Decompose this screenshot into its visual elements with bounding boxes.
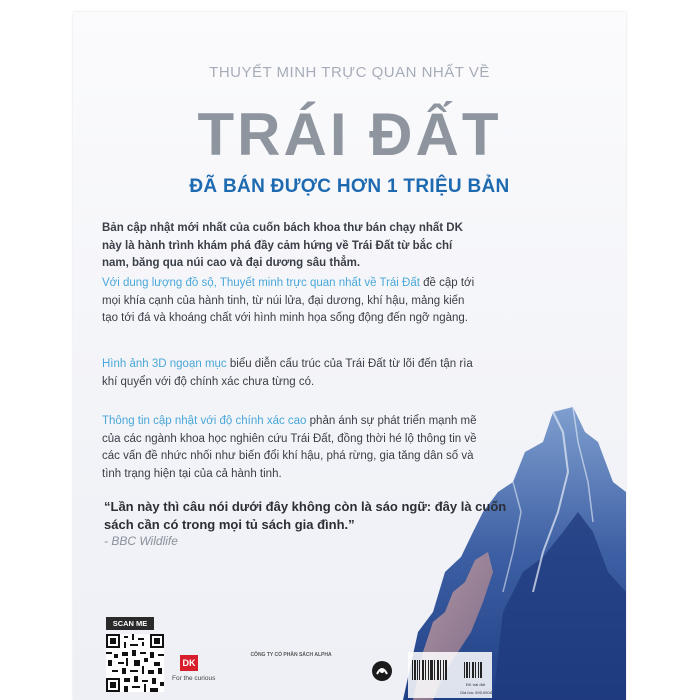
feature-highlight: Với dung lượng đồ sộ, Thuyết minh trực quan nhất về Trái Đất (102, 277, 420, 289)
scan-me-label: SCAN ME (106, 617, 154, 630)
review-quote: “Lần này thì câu nói dưới đây không còn là sáo ngữ: đây là cuốn sách cần có trong mọi tủ sách gia đình.” (104, 499, 507, 532)
feature-text: phản ánh sự phát triển mạnh mẽ của các ngành khoa học nghiên cứu Trái Đất, đồng thời hé lộ thông tin về các vấn đề nhức nhối như biến đổi khí hậu, phá rừng, gia tăng dân số và tình trạng hiện tại của cả hành tinh. (102, 415, 477, 480)
feature-paragraph-3d (102, 356, 482, 391)
publisher-name: CÔNG TY CỔ PHẦN SÁCH ALPHA (250, 652, 332, 658)
feature-highlight: Hình ảnh 3D ngoạn mục (102, 358, 227, 370)
cover-title: TRÁI ĐẤT (197, 101, 502, 168)
feature-paragraph-updates (102, 413, 482, 483)
alpha-books-logo (371, 660, 393, 682)
dk-tagline: For the curious (172, 675, 216, 682)
feature-highlight: Thông tin cập nhật với độ chính xác cao (102, 415, 307, 427)
barcode-area (408, 652, 492, 698)
dk-logo: DK (180, 655, 198, 671)
feature-text: đề cập tới mọi khía cạnh của hành tinh, từ núi lửa, đại dương, khí hậu, mảng kiến tạo tới đá và khoáng chất với hình minh họa sống động đến ngỡ ngàng. (102, 277, 475, 324)
sales-claim: ĐÃ BÁN ĐƯỢC HƠN 1 TRIỆU BẢN (189, 176, 510, 197)
qr-code[interactable] (106, 634, 164, 692)
intro-paragraph: Bản cập nhật mới nhất của cuốn bách khoa thư bán chạy nhất DK này là hành trình khám phá đầy cảm hứng về Trái Đất từ bắc chí nam, băng qua núi cao và đại dương sâu thẳm. (102, 222, 463, 269)
quote-attribution: - BBC Wildlife (104, 534, 178, 548)
feature-text: biểu diễn cấu trúc của Trái Đất từ lõi đến tận rìa khí quyển với độ chính xác chưa từng có. (102, 358, 473, 388)
price-label: Giá bìa: 595.000đ (460, 690, 492, 695)
feature-paragraph-coverage (102, 275, 482, 328)
book-back-cover (73, 12, 626, 700)
cover-subtitle-top: THUYẾT MINH TRỰC QUAN NHẤT VỀ (209, 64, 490, 81)
barcode-label: ĐK trái đất (466, 682, 485, 687)
barcode-icon (408, 652, 492, 698)
publisher-info (231, 652, 351, 659)
